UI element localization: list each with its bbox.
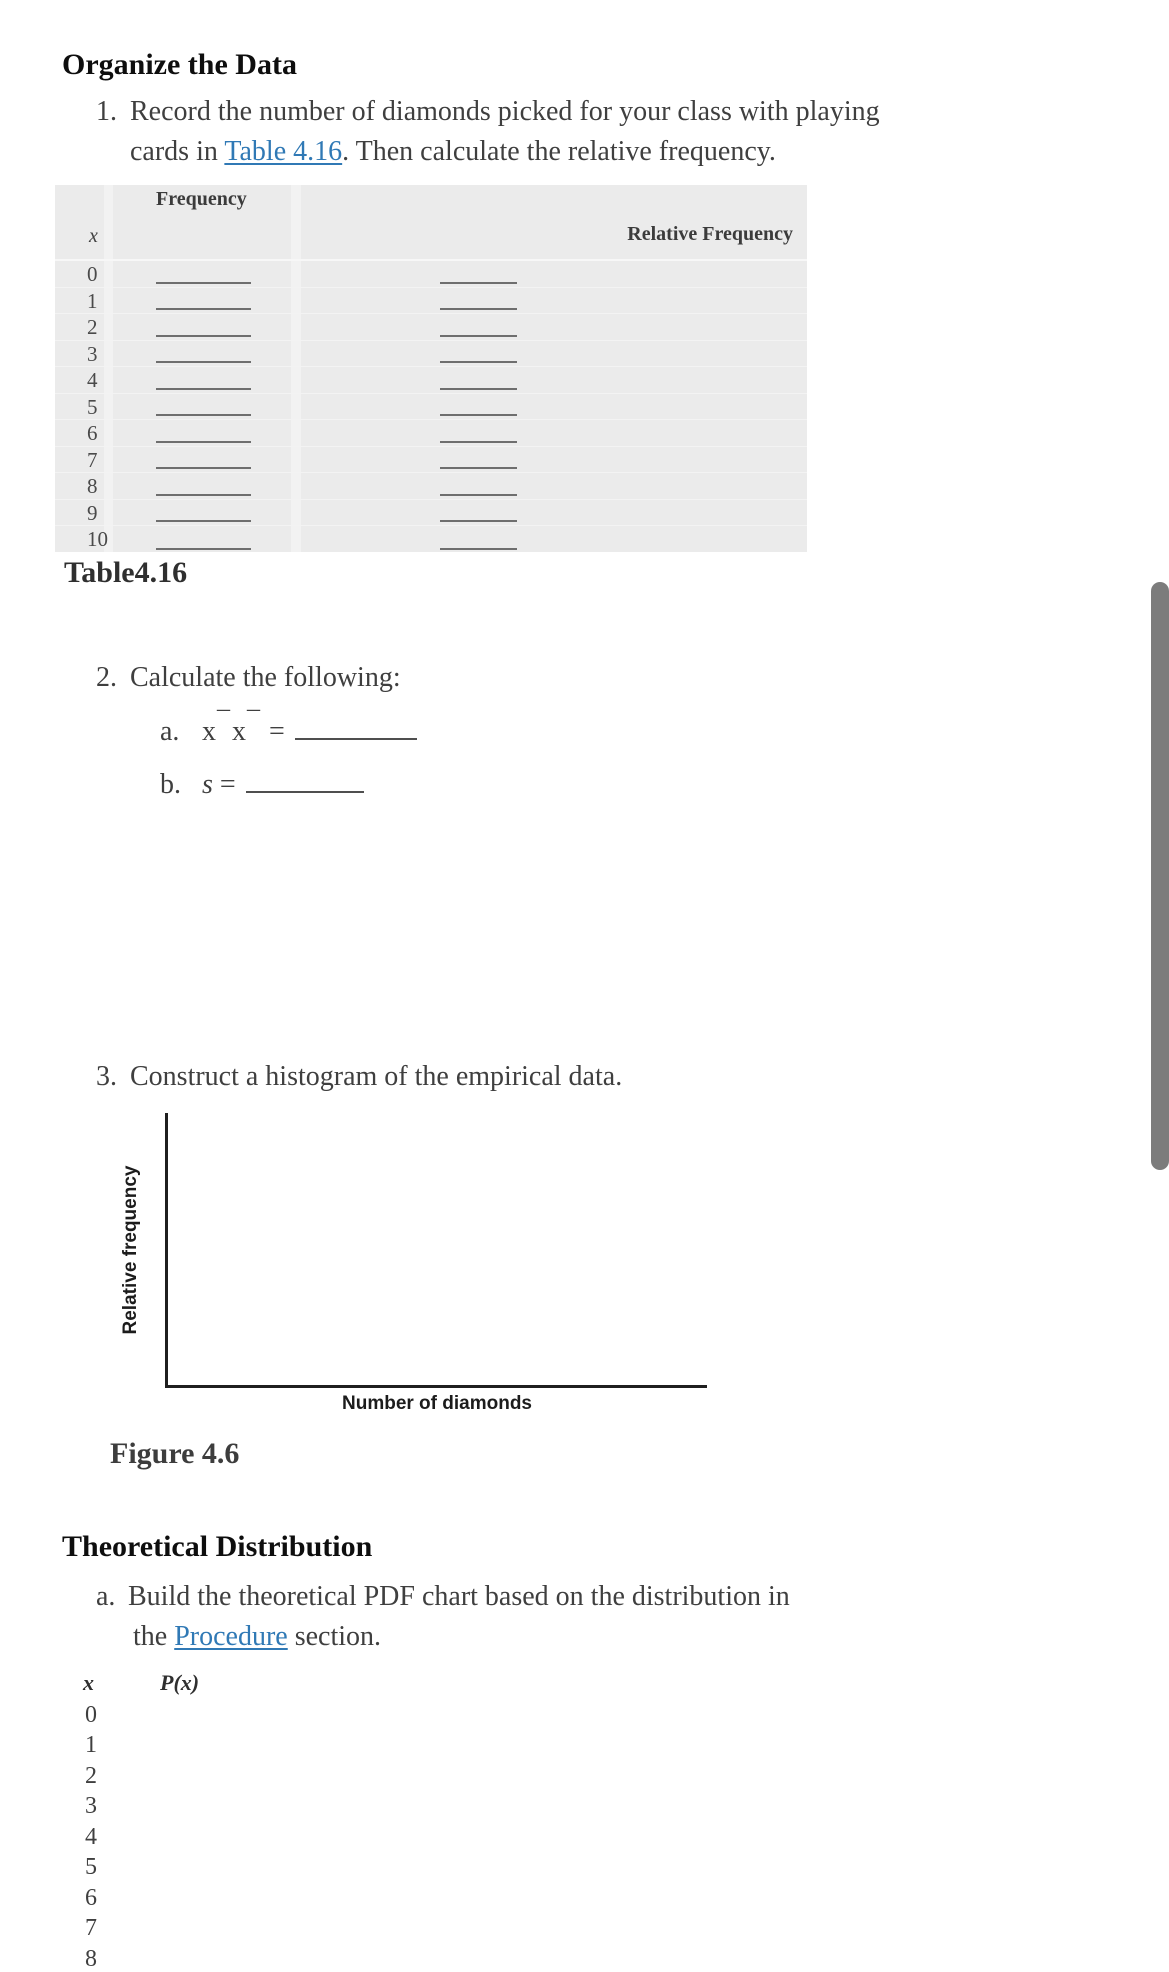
- xbar-base: x: [202, 716, 216, 747]
- column-header-relative-frequency: Relative Frequency: [627, 223, 793, 245]
- pdf-column-header-x: x: [83, 1670, 94, 1695]
- table-row: [55, 420, 807, 447]
- table-row: [55, 288, 807, 315]
- pdf-table-row: 8: [85, 1945, 97, 1972]
- pdf-table-row: 6: [85, 1884, 97, 1911]
- y-axis-label: Relative frequency: [120, 1165, 141, 1335]
- relative-frequency-blank-line: [440, 388, 517, 390]
- theoretical-item-a-line2: [133, 1621, 381, 1653]
- vertical-scrollbar-thumb[interactable]: [1151, 582, 1169, 1170]
- list-item-3-text: Construct a histogram of the empirical data.: [130, 1061, 623, 1092]
- row-label: 2: [87, 315, 98, 340]
- figure-caption: Figure 4.6: [110, 1437, 240, 1470]
- frequency-blank-line: [156, 414, 251, 416]
- pdf-table-row: 0: [85, 1702, 97, 1728]
- row-label: 1: [87, 288, 98, 313]
- row-label: 8: [87, 474, 98, 499]
- frequency-blank-line: [156, 520, 251, 522]
- pdf-table-row: 2: [85, 1762, 97, 1789]
- frequency-blank-line: [156, 441, 251, 443]
- answer-blank-line: [246, 787, 364, 793]
- sub-item-a-label: a.: [96, 1581, 116, 1612]
- frequency-blank-line: [156, 467, 251, 469]
- row-label: 9: [87, 500, 98, 525]
- section-heading-theoretical-distribution: Theoretical Distribution: [62, 1530, 373, 1563]
- column-header-x: x: [89, 225, 98, 247]
- row-label: 6: [87, 421, 98, 446]
- list-item-1-line2-post: . Then calculate the relative frequency.: [342, 136, 776, 167]
- relative-frequency-blank-line: [440, 520, 517, 522]
- table-row: [55, 394, 807, 421]
- histogram-y-axis: [165, 1113, 168, 1388]
- pdf-table-row: 4: [85, 1823, 97, 1850]
- frequency-blank-line: [156, 308, 251, 310]
- table-row: [55, 473, 807, 500]
- frequency-table: [55, 185, 807, 552]
- relative-frequency-blank-line: [440, 441, 517, 443]
- row-label: 10: [87, 527, 108, 552]
- list-item-2: [96, 662, 401, 694]
- list-item-1-number: 1.: [96, 96, 117, 127]
- xbar-base: x: [232, 716, 246, 747]
- list-item-1-line2-pre: cards in: [130, 136, 225, 167]
- relative-frequency-blank-line: [440, 361, 517, 363]
- row-label: 5: [87, 394, 98, 419]
- theoretical-item-a-line2-pre: the: [133, 1621, 175, 1652]
- pdf-table-row: 5: [85, 1854, 97, 1881]
- list-item-2-number: 2.: [96, 662, 117, 693]
- equals-sign: =: [219, 769, 236, 800]
- row-label: 3: [87, 341, 98, 366]
- table-row: [55, 447, 807, 474]
- answer-blank-line: [295, 734, 417, 740]
- equation-s: [160, 769, 364, 801]
- procedure-link[interactable]: Procedure: [174, 1621, 288, 1652]
- histogram-x-axis: [165, 1385, 707, 1388]
- macron: ¯: [247, 707, 260, 736]
- section-heading-organize-the-data: Organize the Data: [62, 48, 297, 81]
- table-row: [55, 261, 807, 288]
- theoretical-item-a-text: Build the theoretical PDF chart based on the distribution in: [128, 1581, 790, 1612]
- equation-xbar: [160, 707, 417, 748]
- relative-frequency-blank-line: [440, 494, 517, 496]
- relative-frequency-blank-line: [440, 467, 517, 469]
- frequency-blank-line: [156, 361, 251, 363]
- frequency-blank-line: [156, 494, 251, 496]
- table-4-16-link[interactable]: Table 4.16: [224, 136, 343, 167]
- row-label: 7: [87, 447, 98, 472]
- row-label: 0: [87, 262, 98, 286]
- relative-frequency-blank-line: [440, 548, 517, 550]
- list-item-3: [96, 1061, 622, 1093]
- table-row: [55, 367, 807, 394]
- frequency-blank-line: [156, 388, 251, 390]
- table-row: [55, 314, 807, 341]
- sub-item-b-label: b.: [160, 769, 181, 800]
- macron: ¯: [217, 707, 230, 736]
- table-row: [55, 526, 807, 553]
- list-item-2-text: Calculate the following:: [130, 662, 401, 693]
- pdf-table-row: 3: [85, 1793, 97, 1820]
- row-label: 4: [87, 368, 98, 393]
- relative-frequency-blank-line: [440, 282, 517, 284]
- relative-frequency-blank-line: [440, 335, 517, 337]
- relative-frequency-blank-line: [440, 414, 517, 416]
- frequency-blank-line: [156, 335, 251, 337]
- sub-item-a-label: a.: [160, 716, 180, 747]
- x-axis-label: Number of diamonds: [341, 1393, 533, 1414]
- table-caption: Table4.16: [64, 556, 188, 589]
- theoretical-item-a-line2-post: section.: [287, 1621, 382, 1652]
- theoretical-item-a-line1: [96, 1581, 790, 1613]
- table-row: [55, 500, 807, 527]
- pdf-table-row: 1: [85, 1732, 97, 1759]
- equals-sign: =: [269, 716, 285, 747]
- column-header-frequency: Frequency: [156, 188, 247, 210]
- table-body: [55, 259, 807, 553]
- pdf-column-header-px: P(x): [160, 1670, 200, 1695]
- pdf-table-body: [85, 1700, 145, 1972]
- list-item-3-number: 3.: [96, 1061, 117, 1092]
- frequency-blank-line: [156, 282, 251, 284]
- pdf-table-row: 7: [85, 1915, 97, 1942]
- s-variable: s: [202, 769, 213, 800]
- list-item-1-line1: [96, 96, 880, 128]
- table-row: [55, 341, 807, 368]
- relative-frequency-blank-line: [440, 308, 517, 310]
- list-item-1-line2: [130, 136, 776, 168]
- list-item-1-text: Record the number of diamonds picked for your class with playing: [130, 96, 880, 127]
- frequency-blank-line: [156, 548, 251, 550]
